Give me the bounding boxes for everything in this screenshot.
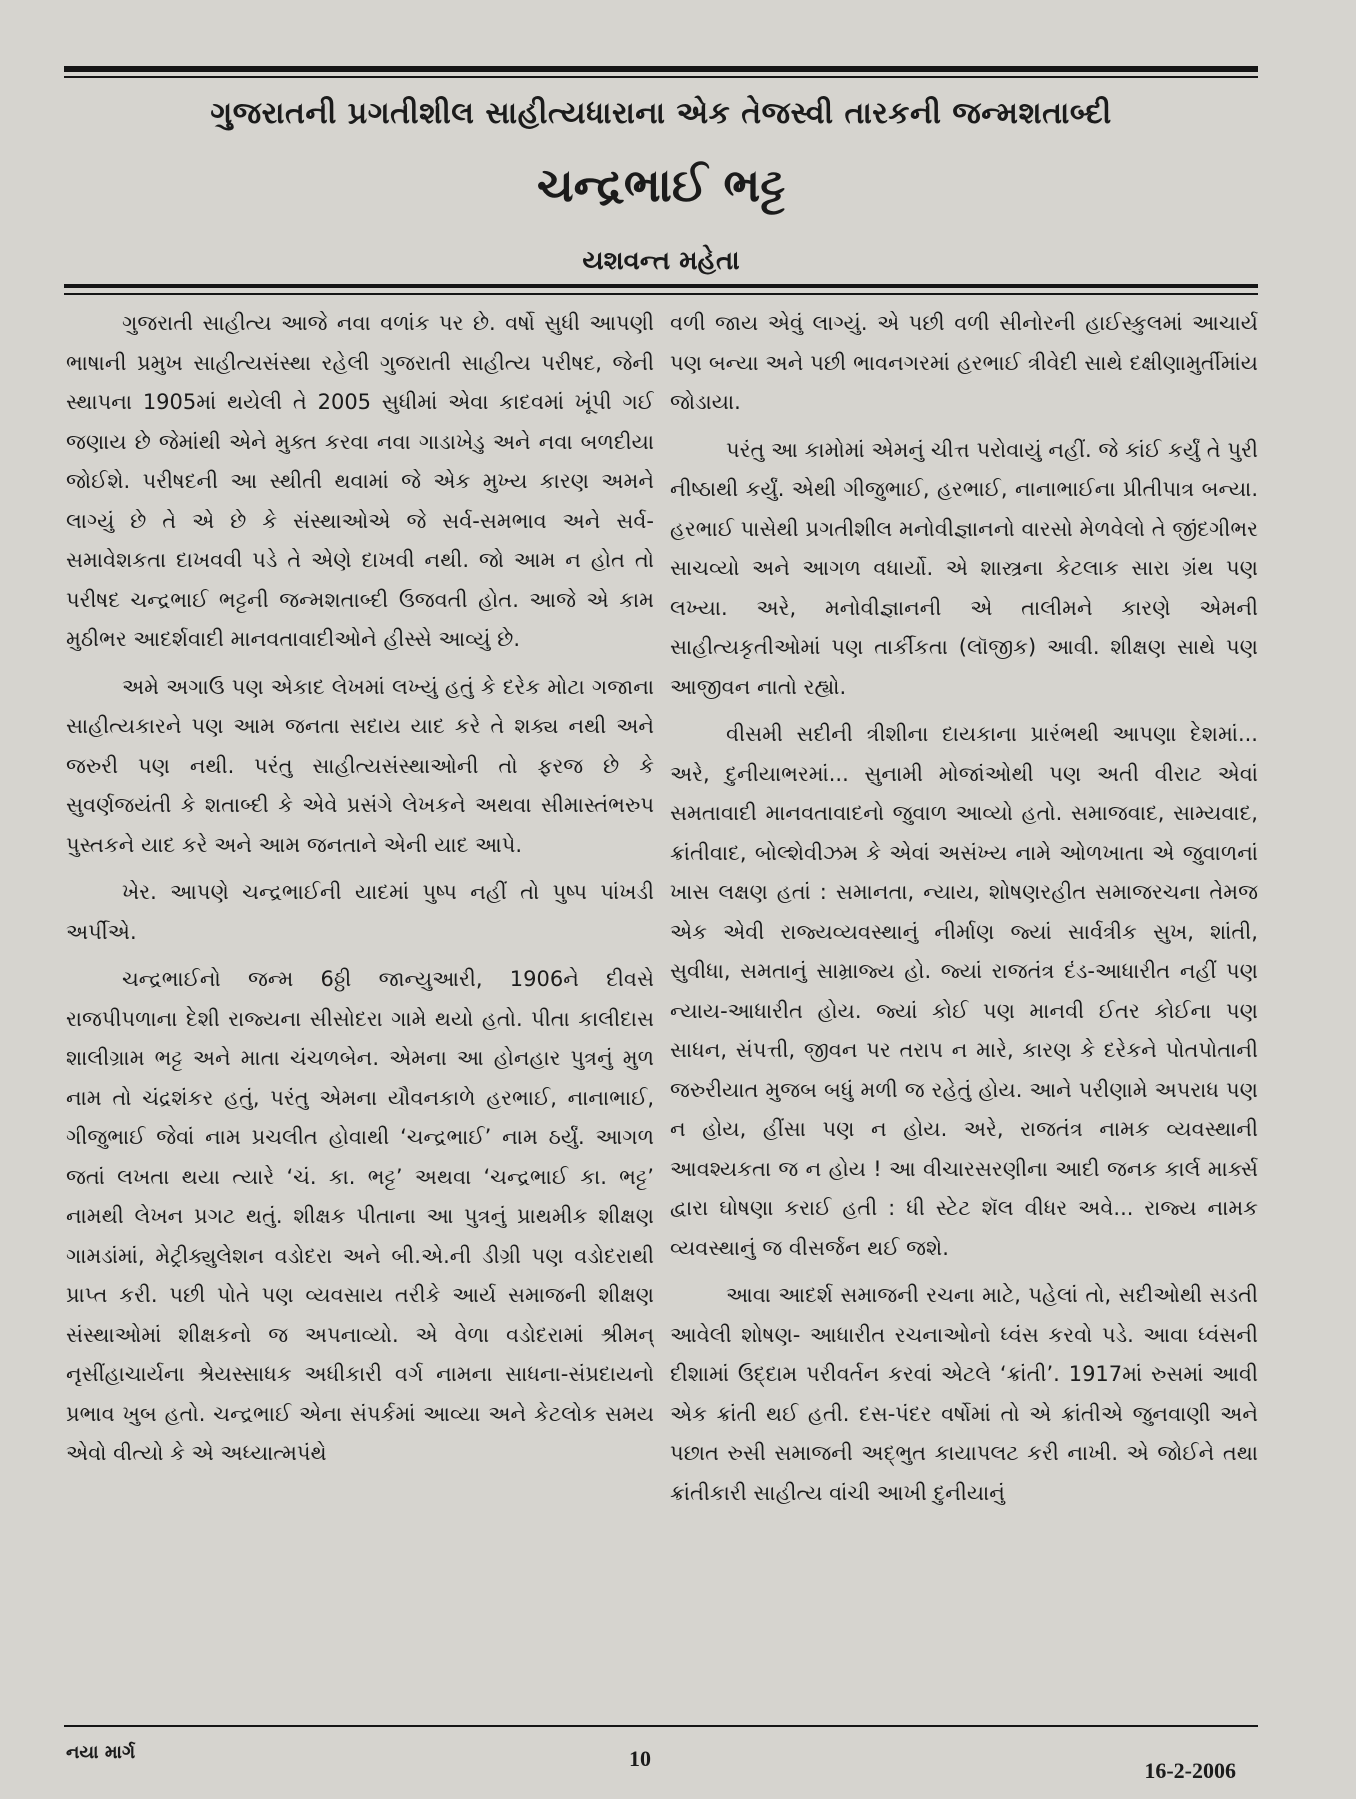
paragraph: ચન્દ્રભાઈનો જન્મ 6ઠ્ઠી જાન્યુઆરી, 1906ને દીવસે રાજપીપળાના દેશી રાજ્યના સીસોદરા ગામે થયો હતો. પીતા કાલીદાસ શાલીગ્રામ ભટ્ટ અને માતા ચંચળબેન. એમના આ હોનહાર પુત્રનું મુળ નામ તો ચંદ્રશંકર હતું, પરંતુ એમના યૌવનકાળે હરભાઈ, નાનાભાઈ, ગીજુભાઈ જેવાં નામ પ્રચલીત હોવાથી ‘ચન્દ્રભાઈ’ નામ ઠર્યું. આગળ જતાં લખતા થયા ત્યારે ‘ચં. કા. ભટ્ટ’ અથવા ‘ચન્દ્રભાઈ કા. ભટ્ટ’ નામથી લેખન પ્રગટ થતું. શીક્ષક પીતાના આ પુત્રનું પ્રાથમીક શીક્ષણ ગામડાંમાં, મેટ્રીક્યુલેશન વડોદરા અને બી.એ.ની ડીગ્રી પણ વડોદરાથી પ્રાપ્ત કરી. પછી પોતે પણ વ્યવસાય તરીકે આર્ય સમાજની શીક્ષણ સંસ્થાઓમાં શીક્ષકનો જ અપનાવ્યો. એ વેળા વડોદરામાં શ્રીમન્ નૃસીંહાચાર્યના શ્રેયસ્સાધક અધીકારી વર્ગ નામના સાધના-સંપ્રદાયનો પ્રભાવ ખુબ હતો. ચન્દ્રભાઈ એના સંપર્કમાં આવ્યા અને કેટલોક સમય એવો વીત્યો કે એ અધ્યાત્મપંથે (66, 967, 654, 1465)
paragraph: ગુજરાતી સાહીત્ય આજે નવા વળાંક પર છે. વર્ષો સુધી આપણી ભાષાની પ્રમુખ સાહીત્યસંસ્થા રહેલી ગુજરાતી સાહીત્ય પરીષદ, જેની સ્થાપના 1905માં થયેલી તે 2005 સુધીમાં એવા કાદવમાં ખૂંપી ગઈ જણાય છે જેમાંથી એને મુક્ત કરવા નવા ગાડાખેડુ અને નવા બળદીયા જોઈશે. પરીષદની આ સ્થીતી થવામાં જે એક મુખ્ય કારણ અમને લાગ્યું છે તે એ છે કે સંસ્થાઓએ જે સર્વ-સમભાવ અને સર્વ-સમાવેશકતા દાખવવી પડે તે એણે દાખવી નથી. જો આમ ન હોત તો પરીષદ ચન્દ્રભાઈ ભટ્ટની જન્મશતાબ્દી ઉજવતી હોત. આજે એ કામ મુઠીભર આદર્શવાદી માનવતાવાદીઓને હીસ્સે આવ્યું છે. (66, 311, 654, 651)
article-title: ચન્દ્રભાઈ ભટ્ટ (536, 158, 786, 212)
paragraph: આવા આદર્શ સમાજની રચના માટે, પહેલાં તો, સદીઓથી સડતી આવેલી શોષણ- આધારીત રચનાઓનો ધ્વંસ કરવો પડે. આવા ધ્વંસની દીશામાં ઉદ્દામ પરીવર્તન કરવાં એટલે ‘ક્રાંતી’. 1917માં રુસમાં આવી એક ક્રાંતી થઈ હતી. દસ-પંદર વર્ષોમાં તો એ ક્રાંતીએ જુનવાણી અને પછાત રુસી સમાજની અદ્ભુત કાયાપલટ કરી નાખી. એ જોઈને તથા ક્રાંતીકારી સાહીત્ય વાંચી આખી દુનીયાનું (670, 1283, 1258, 1505)
top-rule (64, 66, 1258, 72)
author-byline: યશવન્ત મહેતા (582, 246, 740, 276)
paragraph: ખેર. આપણે ચન્દ્રભાઈની યાદમાં પુષ્પ નહીં તો પુષ્પ પાંખડી અર્પીએ. (66, 880, 654, 944)
publication-name: નયા માર્ગ (66, 1742, 136, 1763)
paragraph: અમે અગાઉ પણ એકાદ લેખમાં લખ્યું હતું કે દરેક મોટા ગજાના સાહીત્યકારને પણ આમ જનતા સદાય યાદ કરે તે શક્ય નથી અને જરુરી પણ નથી. પરંતુ સાહીત્યસંસ્થાઓની તો ફરજ છે કે સુવર્ણજયંતી કે શતાબ્દી કે એવે પ્રસંગે લેખકને અથવા સીમાસ્તંભરુપ પુસ્તકને યાદ કરે અને આમ જનતાને એની યાદ આપે. (66, 674, 654, 857)
right-column (670, 304, 1258, 1712)
paragraph-continued: વળી જાય એવું લાગ્યું. એ પછી વળી સીનોરની હાઈસ્કુલમાં આચાર્ય પણ બન્યા અને પછી ભાવનગરમાં હરભાઈ ત્રીવેદી સાથે દક્ષીણામુર્તીમાંય જોડાયા. (670, 311, 1258, 414)
headline-kicker: ગુજરાતની પ્રગતીશીલ સાહીત્યધારાના એક તેજસ્વી તારકની જન્મશતાબ્દી (210, 96, 1112, 131)
header-rule-thin (64, 293, 1258, 295)
issue-date: 16-2-2006 (1144, 1758, 1236, 1783)
left-column (66, 304, 654, 1712)
paragraph: વીસમી સદીની ત્રીશીના દાયકાના પ્રારંભથી આપણા દેશમાં... અરે, દુનીયાભરમાં... સુનામી મોજાંઓથી પણ અતી વીરાટ એવાં સમતાવાદી માનવતાવાદનો જુવાળ આવ્યો હતો. સમાજવાદ, સામ્યવાદ, ક્રાંતીવાદ, બોલ્શેવીઝમ કે એવાં અસંખ્ય નામે ઓળખાતા એ જુવાળનાં ખાસ લક્ષણ હતાં : સમાનતા, ન્યાય, શોષણરહીત સમાજરચના તેમજ એક એવી રાજ્યવ્યવસ્થાનું નીર્માણ જ્યાં સાર્વત્રીક સુખ, શાંતી, સુવીધા, સમતાનું સામ્રાજ્ય હો. જ્યાં રાજતંત્ર દંડ-આધારીત નહીં પણ ન્યાય-આધારીત હોય. જ્યાં કોઈ પણ માનવી ઈતર કોઈના પણ સાધન, સંપત્તી, જીવન પર તરાપ ન મારે, કારણ કે દરેકને પોતપોતાની જરુરીયાત મુજબ બધું મળી જ રહેતું હોય. આને પરીણામે અપરાધ પણ ન હોય, હીંસા પણ ન હોય. અરે, રાજતંત્ર નામક વ્યવસ્થાની આવશ્યકતા જ ન હોય ! આ વીચારસરણીના આદી જનક કાર્લ માર્ક્સ દ્વારા ઘોષણા કરાઈ હતી : ધી સ્ટેટ શૅલ વીધર અવે... રાજ્ય નામક વ્યવસ્થાનું જ વીસર્જન થઈ જશે. (670, 722, 1258, 1260)
footer-rule (64, 1725, 1258, 1727)
paragraph: પરંતુ આ કામોમાં એમનું ચીત્ત પરોવાયું નહીં. જે કાંઈ કર્યું તે પુરી નીષ્ઠાથી કર્યું. એથી ગીજુભાઈ, હરભાઈ, નાનાભાઈના પ્રીતીપાત્ર બન્યા. હરભાઈ પાસેથી પ્રગતીશીલ મનોવીજ્ઞાનનો વારસો મેળવેલો તે જીંદગીભર સાચવ્યો અને આગળ વધાર્યો. એ શાસ્ત્રના કેટલાક સારા ગ્રંથ પણ લખ્યા. અરે, મનોવીજ્ઞાનની એ તાલીમને કારણે એમની સાહીત્યકૃતીઓમાં પણ તાર્કીકતા (લૉજીક) આવી. શીક્ષણ સાથે પણ આજીવન નાતો રહ્યો. (670, 437, 1258, 699)
header-rule (64, 284, 1258, 288)
page-number: 10 (629, 1746, 651, 1771)
top-rule-thin (64, 76, 1258, 78)
